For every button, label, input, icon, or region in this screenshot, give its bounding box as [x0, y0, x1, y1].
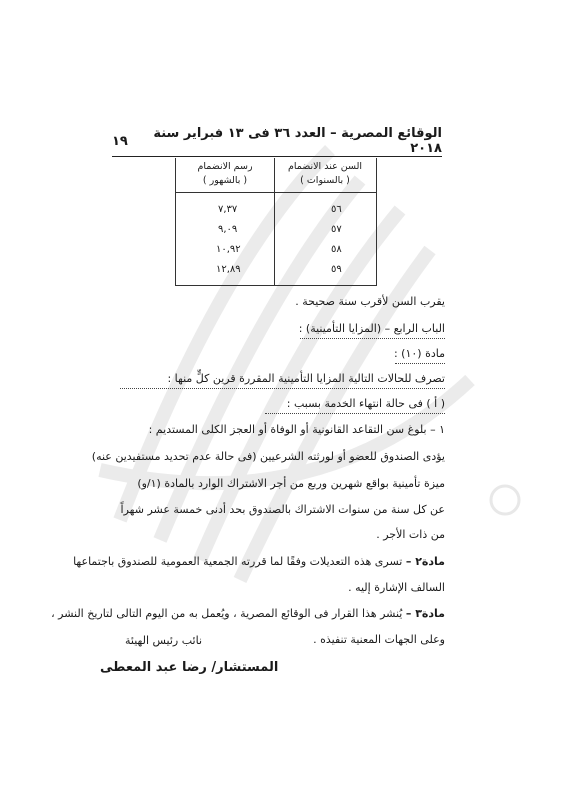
header-divider: [112, 156, 442, 157]
paragraph-line: ميزة تأمينية بواقع شهرين وربع من أجر الاشتراك الوارد بالمادة (١/و): [137, 477, 445, 490]
signatory-title: نائب رئيس الهيئة: [125, 634, 202, 647]
paragraph-line: وعلى الجهات المعنية تنفيذه .: [313, 633, 445, 646]
age-header-label: السن عند الانضمام: [287, 161, 362, 172]
benefits-intro: تصرف للحالات التالية المزايا التأمينية المقررة قرين كلٍّ منها :: [167, 372, 445, 385]
table-cell-age: ٥٦: [331, 204, 342, 215]
table-cell-fee: ١٢,٨٩: [216, 264, 241, 275]
table-cell-age: ٥٨: [331, 244, 342, 255]
page-number: ١٩: [112, 133, 128, 149]
table-header-fee: [176, 160, 274, 188]
clause-a-underline: [265, 413, 445, 414]
fee-header-label: رسم الانضمام: [197, 161, 253, 172]
paragraph-line: من ذات الأجر .: [376, 528, 445, 541]
article-3-text: يُنشر هذا القرار فى الوقائع المصرية ، ويُعمل به من اليوم التالى لتاريخ النشر ،: [51, 607, 403, 620]
fee-table: [175, 158, 377, 286]
benefits-intro-underline: [120, 388, 445, 389]
clause-a-item-1: ١ – بلوغ سن التقاعد القانونية أو الوفاة أو العجز الكلى المستديم :: [148, 423, 445, 436]
article-10-underline: [395, 363, 445, 364]
table-cell-age: ٥٩: [331, 264, 342, 275]
table-cell-fee: ٧,٣٧: [218, 204, 238, 215]
signatory-name: المستشار/ رضا عبد المعطى: [100, 660, 279, 675]
article-3: [51, 607, 445, 620]
clause-a: ( أ ) فى حالة انتهاء الخدمة بسبب :: [286, 397, 445, 410]
page-header: [112, 126, 442, 156]
table-header-age: [276, 160, 374, 188]
table-column-divider: [274, 158, 275, 285]
article-2-text: تسرى هذه التعديلات وفقًا لما قررته الجمعية العمومية للصندوق باجتماعها: [73, 555, 403, 568]
chapter-heading-underline: [300, 338, 445, 339]
age-header-unit: ( بالسنوات ): [300, 175, 350, 186]
article-2: [73, 555, 445, 568]
table-cell-fee: ١٠,٩٢: [216, 244, 241, 255]
article-10-heading: مادة (١٠) :: [393, 347, 445, 360]
article-2-label: مادة٢ –: [405, 555, 445, 568]
paragraph-line: يؤدى الصندوق للعضو أو لورثته الشرعيين (فى حالة عدم تحديد مستفيدين عنه): [91, 450, 445, 463]
rounding-note: يقرب السن لأقرب سنة صحيحة .: [295, 295, 445, 308]
paragraph-line: السالف الإشارة إليه .: [348, 581, 445, 594]
article-3-label: مادة٣ –: [405, 607, 445, 620]
table-header-divider: [176, 192, 376, 193]
table-cell-age: ٥٧: [331, 224, 342, 235]
chapter-heading: الباب الرابع – (المزايا التأمينية) :: [298, 322, 445, 335]
header-title: الوقائع المصرية – العدد ٣٦ فى ١٣ فبراير سنة ٢٠١٨: [153, 126, 442, 156]
paragraph-line: عن كل سنة من سنوات الاشتراك بالصندوق بحد أدنى خمسة عشر شهراً: [120, 503, 445, 516]
fee-header-unit: ( بالشهور ): [202, 175, 248, 186]
table-cell-fee: ٩,٠٩: [218, 224, 238, 235]
